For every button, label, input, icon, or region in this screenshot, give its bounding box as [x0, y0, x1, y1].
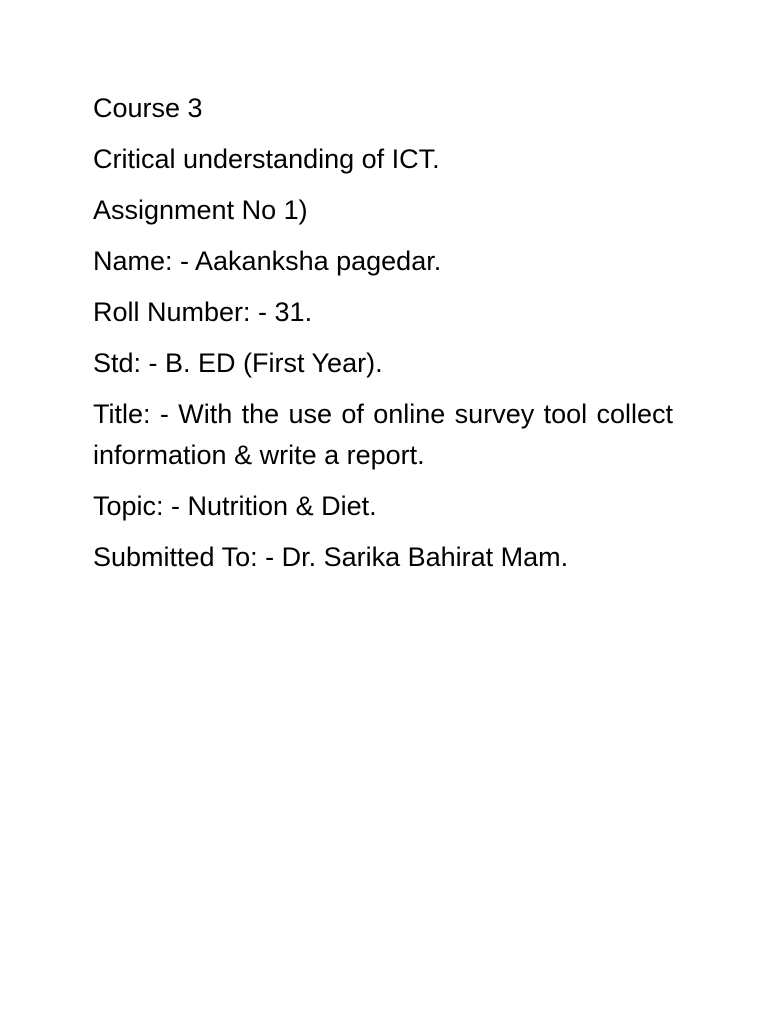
cover-details	[93, 88, 673, 588]
student-name-line: Name: - Aakanksha pagedar.	[93, 246, 442, 276]
topic-line: Topic: - Nutrition & Diet.	[93, 491, 377, 521]
assignment-line: Assignment No 1)	[93, 195, 308, 225]
course-title-line: Critical understanding of ICT.	[93, 144, 440, 174]
submitted-to-line: Submitted To: - Dr. Sarika Bahirat Mam.	[93, 542, 569, 572]
assignment-title-line: Title: - With the use of online survey tool collect information & write a report.	[93, 399, 673, 470]
roll-number-line: Roll Number: - 31.	[93, 297, 313, 327]
standard-line: Std: - B. ED (First Year).	[93, 348, 383, 378]
course-line: Course 3	[93, 93, 203, 123]
